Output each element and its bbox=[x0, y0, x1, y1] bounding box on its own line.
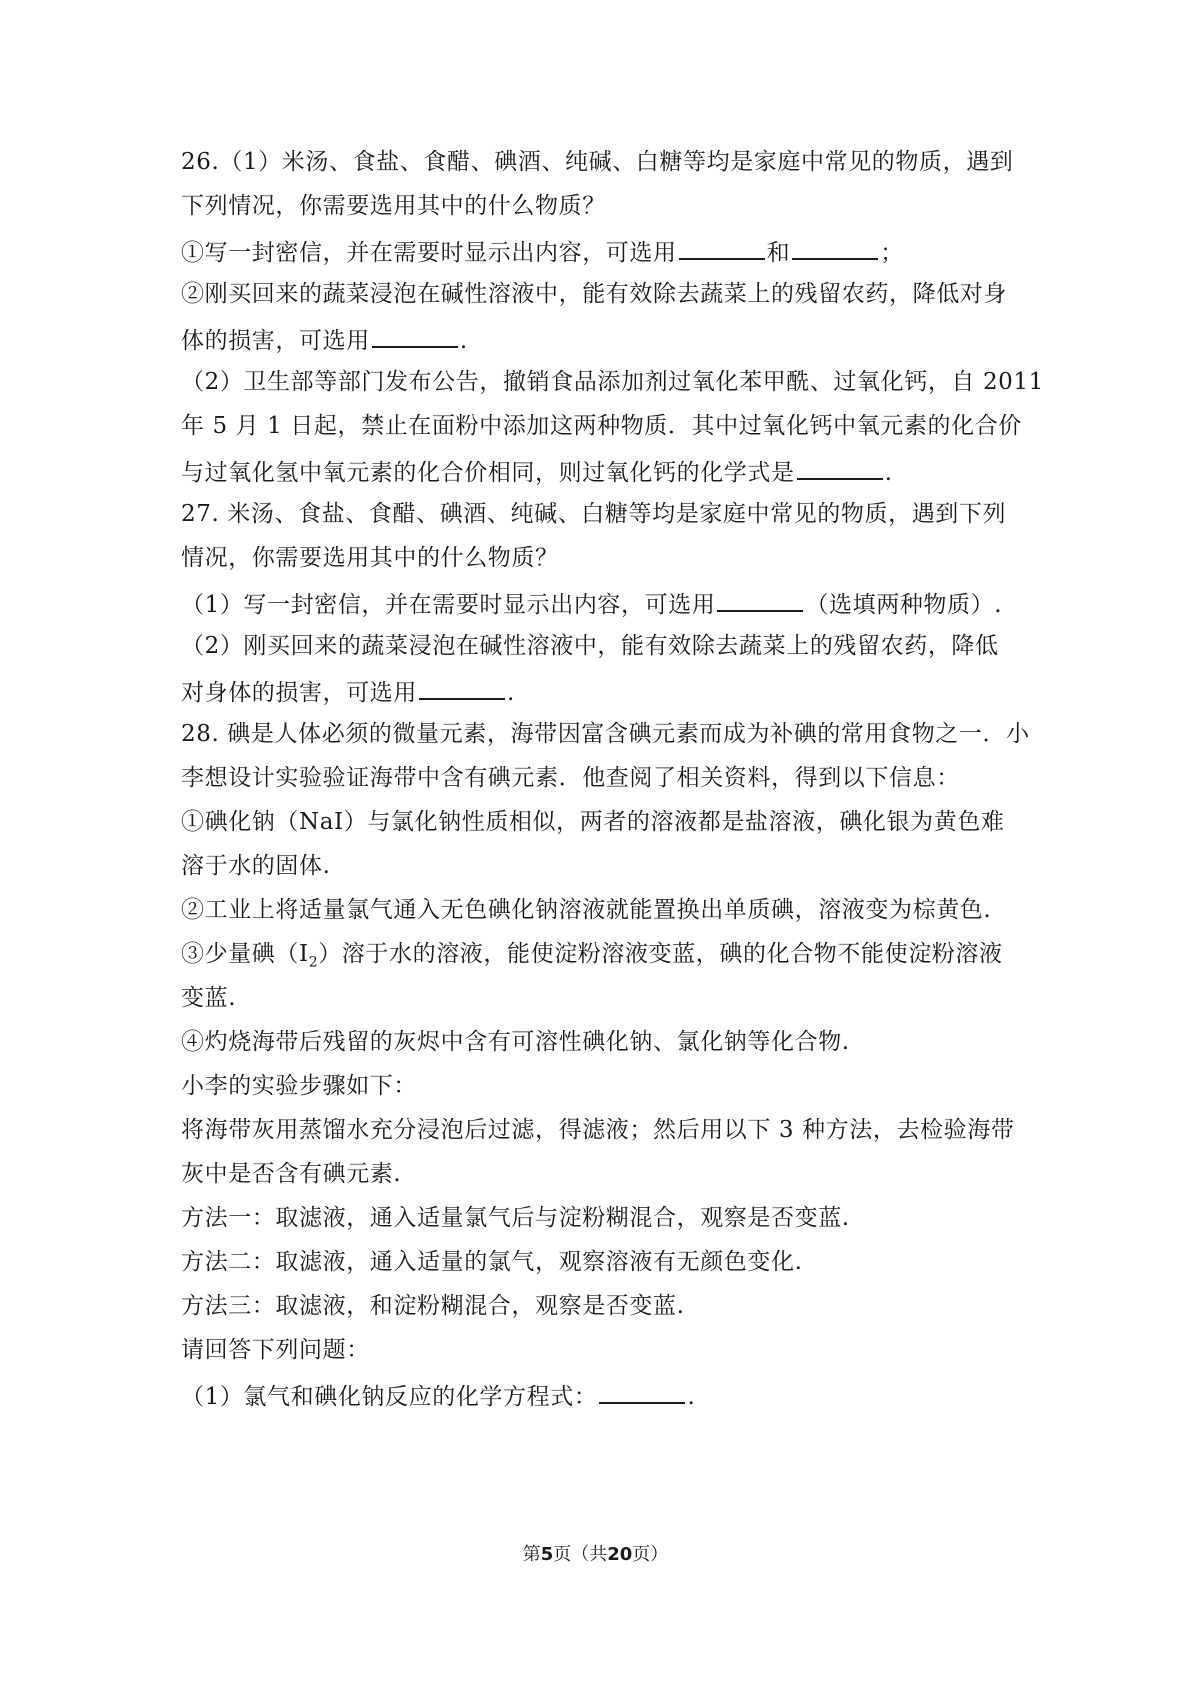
q28-line-1 bbox=[181, 718, 1030, 750]
q27-text-2: 情况，你需要选用其中的什么物质？ bbox=[181, 545, 559, 571]
q26-text-2: 下列情况，你需要选用其中的什么物质？ bbox=[181, 193, 606, 219]
q26-line-6 bbox=[181, 366, 1044, 398]
q28-text-10: 将海带灰用蒸馏水充分浸泡后过滤，得滤液；然后用以下 3 种方法，去检验海带 bbox=[181, 1117, 1015, 1143]
q28-line-13 bbox=[181, 1246, 1021, 1278]
q28-line-8 bbox=[181, 1026, 1021, 1058]
q26-text-3c: ； bbox=[880, 240, 904, 266]
q26-text-3b: 和 bbox=[766, 240, 791, 266]
q28-line-14 bbox=[181, 1290, 1021, 1322]
q28-text-1: 28. 碘是人体必须的微量元素，海带因富含碘元素而成为补碘的常用食物之一．小 bbox=[181, 721, 1030, 747]
q26-text-8b: . bbox=[884, 460, 893, 486]
q26-line-7 bbox=[181, 410, 1021, 442]
q26-text-8a: 与过氧化氢中氧元素的化合价相同，则过氧化钙的化学式是 bbox=[181, 460, 795, 486]
footer-prefix: 第 bbox=[522, 1544, 541, 1565]
q26-line-1 bbox=[181, 146, 1021, 178]
q27-line-1 bbox=[181, 498, 1021, 530]
q27-text-4: （2）刚买回来的蔬菜浸泡在碱性溶液中，能有效除去蔬菜上的残留农药，降低 bbox=[181, 633, 999, 659]
q28-text-6a: ③少量碘（I bbox=[181, 941, 309, 967]
q28-text-5: ②工业上将适量氯气通入无色碘化钠溶液就能置换出单质碘，溶液变为棕黄色. bbox=[181, 897, 992, 923]
footer-suffix: 页） bbox=[632, 1544, 669, 1565]
q28-line-7 bbox=[181, 982, 1021, 1014]
q26-line-2 bbox=[181, 190, 1021, 222]
q26-text-3a: ①写一封密信，并在需要时显示出内容，可选用 bbox=[181, 240, 677, 266]
q28-text-14: 方法三：取滤液，和淀粉糊混合，观察是否变蓝. bbox=[181, 1293, 685, 1319]
q28-line-6 bbox=[181, 938, 1021, 979]
q28-text-6b: ）溶于水的溶液，能使淀粉溶液变蓝，碘的化合物不能使淀粉溶液 bbox=[318, 941, 1003, 967]
page-total: 20 bbox=[607, 1544, 633, 1565]
q28-text-12: 方法一：取滤液，通入适量氯气后与淀粉糊混合，观察是否变蓝. bbox=[181, 1205, 850, 1231]
q28-line-3 bbox=[181, 806, 1021, 838]
q26-text-7: 年 5 月 1 日起，禁止在面粉中添加这两种物质．其中过氧化钙中氧元素的化合价 bbox=[181, 413, 1022, 439]
q27-text-3b: （选填两种物质）. bbox=[805, 592, 1003, 618]
q28-text-11: 灰中是否含有碘元素. bbox=[181, 1161, 402, 1187]
q28-line-5 bbox=[181, 894, 1021, 926]
q28-text-15: 请回答下列问题： bbox=[181, 1337, 370, 1363]
q26-line-3 bbox=[181, 234, 1021, 269]
q27-line-5 bbox=[181, 674, 1021, 709]
q28-text-7: 变蓝. bbox=[181, 985, 237, 1011]
q26-text-5b: . bbox=[459, 328, 468, 354]
page-footer bbox=[0, 1543, 1191, 1567]
q26-text-4: ②刚买回来的蔬菜浸泡在碱性溶液中，能有效除去蔬菜上的残留农药，降低对身 bbox=[181, 281, 1007, 307]
q28-line-4 bbox=[181, 850, 1021, 882]
q26-line-8 bbox=[181, 454, 1021, 489]
q27-text-5a: 对身体的损害，可选用 bbox=[181, 680, 417, 706]
q27-line-3 bbox=[181, 586, 1021, 621]
q26-line-4 bbox=[181, 278, 1021, 310]
answer-blank[interactable] bbox=[599, 1378, 685, 1404]
q26-text-6: （2）卫生部等部门发布公告，撤销食品添加剂过氧化苯甲酰、过氧化钙，自 2011 bbox=[181, 369, 1044, 395]
q28-text-2: 李想设计实验验证海带中含有碘元素．他查阅了相关资料，得到以下信息： bbox=[181, 765, 960, 791]
q28-text-16b: . bbox=[687, 1384, 696, 1410]
q28-line-15 bbox=[181, 1334, 1021, 1366]
q28-text-9: 小李的实验步骤如下： bbox=[181, 1073, 417, 1099]
q28-text-3: ①碘化钠（NaI）与氯化钠性质相似，两者的溶液都是盐溶液，碘化银为黄色难 bbox=[181, 809, 1005, 835]
answer-blank[interactable] bbox=[372, 322, 458, 348]
q26-text-1: 26.（1）米汤、食盐、食醋、碘酒、纯碱、白糖等均是家庭中常见的物质，遇到 bbox=[181, 149, 1014, 175]
q27-line-4 bbox=[181, 630, 1021, 662]
q26-text-5a: 体的损害，可选用 bbox=[181, 328, 370, 354]
q28-line-16 bbox=[181, 1378, 1021, 1413]
q27-text-5b: . bbox=[507, 680, 515, 706]
answer-blank[interactable] bbox=[797, 454, 883, 480]
answer-blank[interactable] bbox=[717, 586, 803, 612]
iodine-subscript: 2 bbox=[308, 954, 319, 971]
q26-line-5 bbox=[181, 322, 1021, 357]
answer-blank[interactable] bbox=[419, 674, 505, 700]
footer-mid: 页（共 bbox=[553, 1544, 608, 1565]
q28-text-4: 溶于水的固体. bbox=[181, 853, 331, 879]
page-number: 5 bbox=[540, 1544, 554, 1565]
q28-text-8: ④灼烧海带后残留的灰烬中含有可溶性碘化钠、氯化钠等化合物. bbox=[181, 1029, 850, 1055]
q27-text-1: 27. 米汤、食盐、食醋、碘酒、纯碱、白糖等均是家庭中常见的物质，遇到下列 bbox=[181, 501, 1007, 527]
q28-text-16a: （1）氯气和碘化钠反应的化学方程式： bbox=[181, 1384, 598, 1410]
q28-line-2 bbox=[181, 762, 1021, 794]
q28-line-9 bbox=[181, 1070, 1021, 1102]
q28-line-11 bbox=[181, 1158, 1021, 1190]
q27-text-3a: （1）写一封密信，并在需要时显示出内容，可选用 bbox=[181, 592, 716, 618]
answer-blank[interactable] bbox=[792, 234, 878, 260]
q28-line-10 bbox=[181, 1114, 1021, 1146]
q28-text-13: 方法二：取滤液，通入适量的氯气，观察溶液有无颜色变化. bbox=[181, 1249, 803, 1275]
q28-line-12 bbox=[181, 1202, 1021, 1234]
q27-line-2 bbox=[181, 542, 1021, 574]
answer-blank[interactable] bbox=[679, 234, 765, 260]
